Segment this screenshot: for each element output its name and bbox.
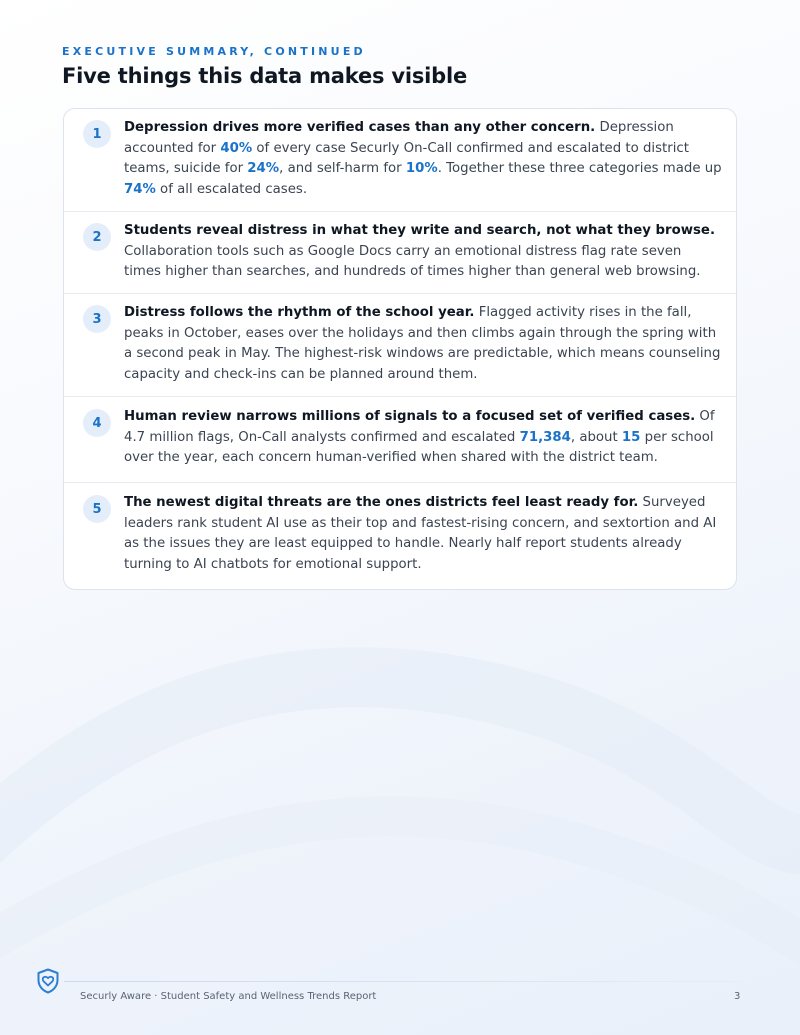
finding-body: Of 4.7 million flags, On-Call analysts confirmed and escalated	[124, 409, 715, 445]
finding-number-badge: 2	[83, 223, 111, 251]
finding-lead: Depression drives more verified cases than any other concern.	[124, 120, 596, 135]
highlight-stat: 24%	[247, 161, 280, 177]
highlight-stat: 71,384	[519, 429, 571, 445]
shield-heart-icon	[36, 968, 60, 994]
highlight-stat: 74%	[124, 181, 156, 197]
footer-text: Securly Aware · Student Safety and Wellness Trends Report	[80, 991, 377, 1002]
finding-body: per school over the year, each concern human-verified when shared with the district team.	[124, 429, 714, 466]
finding-item-5	[64, 483, 736, 590]
finding-number-badge: 3	[83, 305, 111, 333]
finding-body: Surveyed leaders rank student AI use as their top and fastest-rising concern, and sextortion and AI as the issues they are least equipped to handle. Nearly half report students already turning to AI chatbots for emotional support.	[124, 495, 717, 572]
finding-body: , about	[570, 429, 622, 445]
finding-body: Flagged activity rises in the fall, peaks in October, eases over the holidays and then climbs again through the spring with a second peak in May. The highest-risk windows are predictable, which means counseling capacity and check-ins can be planned around them.	[124, 305, 721, 382]
finding-lead: The newest digital threats are the ones districts feel least ready for.	[124, 495, 639, 510]
findings-card	[63, 108, 737, 590]
finding-text	[124, 407, 722, 469]
finding-body: , and self-harm for	[279, 161, 406, 177]
page-number: 3	[734, 991, 741, 1002]
finding-item-2	[64, 212, 736, 294]
finding-number-badge: 5	[83, 495, 111, 523]
highlight-stat: 15	[621, 429, 641, 445]
page-title: Five things this data makes visible	[62, 64, 468, 88]
finding-body: of every case Securly On-Call confirmed and escalated to district teams, suicide for	[124, 140, 689, 177]
finding-body: . Together these three categories made up	[437, 161, 722, 177]
finding-text	[124, 221, 722, 283]
highlight-stat: 10%	[405, 161, 438, 177]
finding-item-3	[64, 294, 736, 397]
footer-divider	[64, 981, 740, 982]
finding-number-badge: 1	[83, 120, 111, 148]
finding-body: of all escalated cases.	[155, 181, 308, 197]
section-eyebrow: EXECUTIVE SUMMARY, CONTINUED	[62, 45, 366, 58]
finding-body: Depression accounted for	[124, 120, 674, 156]
finding-number-badge: 4	[83, 409, 111, 437]
finding-item-4	[64, 397, 736, 483]
highlight-stat: 40%	[220, 140, 253, 156]
finding-lead: Distress follows the rhythm of the school year.	[124, 305, 475, 320]
finding-body: Collaboration tools such as Google Docs carry an emotional distress flag rate seven times higher than searches, and hundreds of times higher than general web browsing.	[124, 243, 701, 280]
finding-text	[124, 118, 722, 200]
finding-text	[124, 303, 722, 385]
finding-text	[124, 493, 722, 575]
finding-lead: Students reveal distress in what they write and search, not what they browse.	[124, 223, 715, 238]
finding-lead: Human review narrows millions of signals to a focused set of verified cases.	[124, 409, 696, 424]
finding-item-1	[64, 109, 736, 212]
